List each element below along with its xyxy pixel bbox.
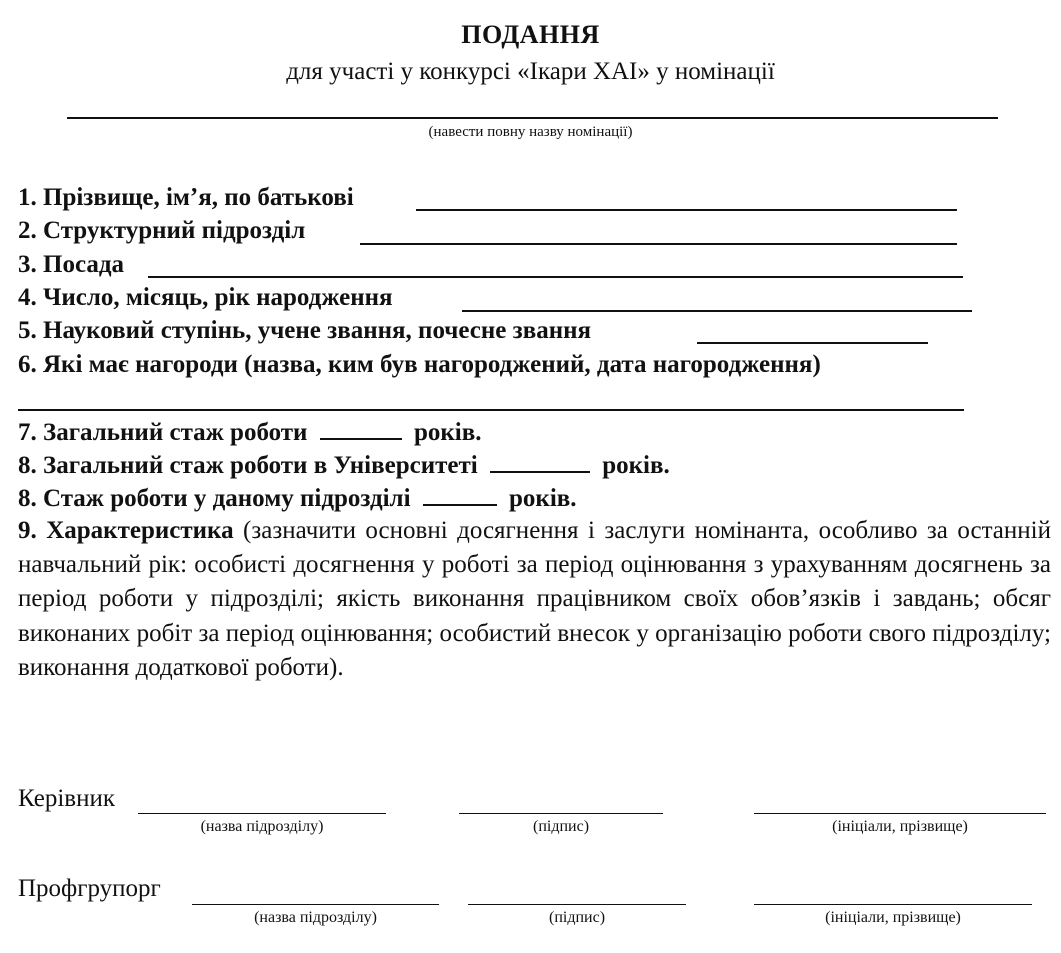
field-label-department-experience <box>18 484 577 514</box>
department-blank-line[interactable] <box>360 243 957 245</box>
university-experience-unit: років. <box>602 452 670 479</box>
field-label-university-experience <box>18 451 670 481</box>
department-experience-unit: років. <box>509 485 577 512</box>
field-label-birth-date: 4. Число, місяць, рік народження <box>18 284 393 311</box>
head-name-blank-line[interactable] <box>754 813 1046 814</box>
form-subtitle: для участі у конкурсі «Ікари ХАІ» у номінації <box>286 58 775 85</box>
field-label-full-name: 1. Прізвище, імʼя, по батькові <box>18 184 354 211</box>
characteristic-label: 9. Характеристика <box>18 517 234 544</box>
form-title: ПОДАННЯ <box>461 20 600 49</box>
union-name-caption: (ініціали, прізвище) <box>825 909 961 926</box>
degree-blank-line[interactable] <box>697 342 928 344</box>
awards-blank-line[interactable] <box>18 409 964 411</box>
university-experience-label: 8. Загальний стаж роботи в Університеті <box>18 452 478 479</box>
head-signature-blank-line[interactable] <box>459 813 663 814</box>
head-unit-blank-line[interactable] <box>138 813 386 814</box>
position-blank-line[interactable] <box>148 276 963 278</box>
characteristic-paragraph <box>18 514 1051 685</box>
department-experience-blank[interactable] <box>423 484 497 506</box>
total-experience-unit: років. <box>413 419 482 446</box>
birth-date-blank-line[interactable] <box>462 310 972 312</box>
total-experience-label: 7. Загальний стаж роботи <box>18 419 308 446</box>
head-unit-caption: (назва підрозділу) <box>200 818 324 835</box>
union-unit-blank-line[interactable] <box>192 904 439 905</box>
union-signature-label: Профгрупорг <box>18 875 161 902</box>
full-name-blank-line[interactable] <box>416 209 957 211</box>
total-experience-blank[interactable] <box>320 418 402 440</box>
head-name-caption: (ініціали, прізвище) <box>832 818 968 835</box>
field-label-total-experience <box>18 418 481 448</box>
union-unit-caption: (назва підрозділу) <box>254 909 377 926</box>
field-label-department: 2. Структурний підрозділ <box>18 217 306 244</box>
union-signature-blank-line[interactable] <box>468 904 686 905</box>
nomination-blank-line[interactable] <box>67 117 998 119</box>
head-signature-caption: (підпис) <box>532 818 590 835</box>
university-experience-blank[interactable] <box>490 451 590 473</box>
characteristic-text: (зазначити основні досягнення і заслуги номінанта, особливо за останній навчальний рік: особисті досягнення у роботі за період оцінювання з урахуванням досягнень за період роботи у підрозділі; якість виконання працівником своїх обов’язків і завдань; обсяг виконаних робіт за період оцінювання; особистий внесок у організацію роботи свого підрозділу; виконання додаткової роботи). <box>18 517 1051 681</box>
field-label-awards: 6. Які має нагороди (назва, ким був нагороджений, дата нагородження) <box>18 351 821 378</box>
union-name-blank-line[interactable] <box>754 904 1032 905</box>
union-signature-caption: (підпис) <box>548 909 606 926</box>
head-signature-label: Керівник <box>18 785 115 812</box>
nomination-caption: (навести повну назву номінації) <box>428 124 633 140</box>
department-experience-label: 8. Стаж роботи у даному підрозділі <box>18 485 411 512</box>
field-label-degree: 5. Науковий ступінь, учене звання, почесне звання <box>18 317 592 344</box>
field-label-position: 3. Посада <box>18 251 124 278</box>
